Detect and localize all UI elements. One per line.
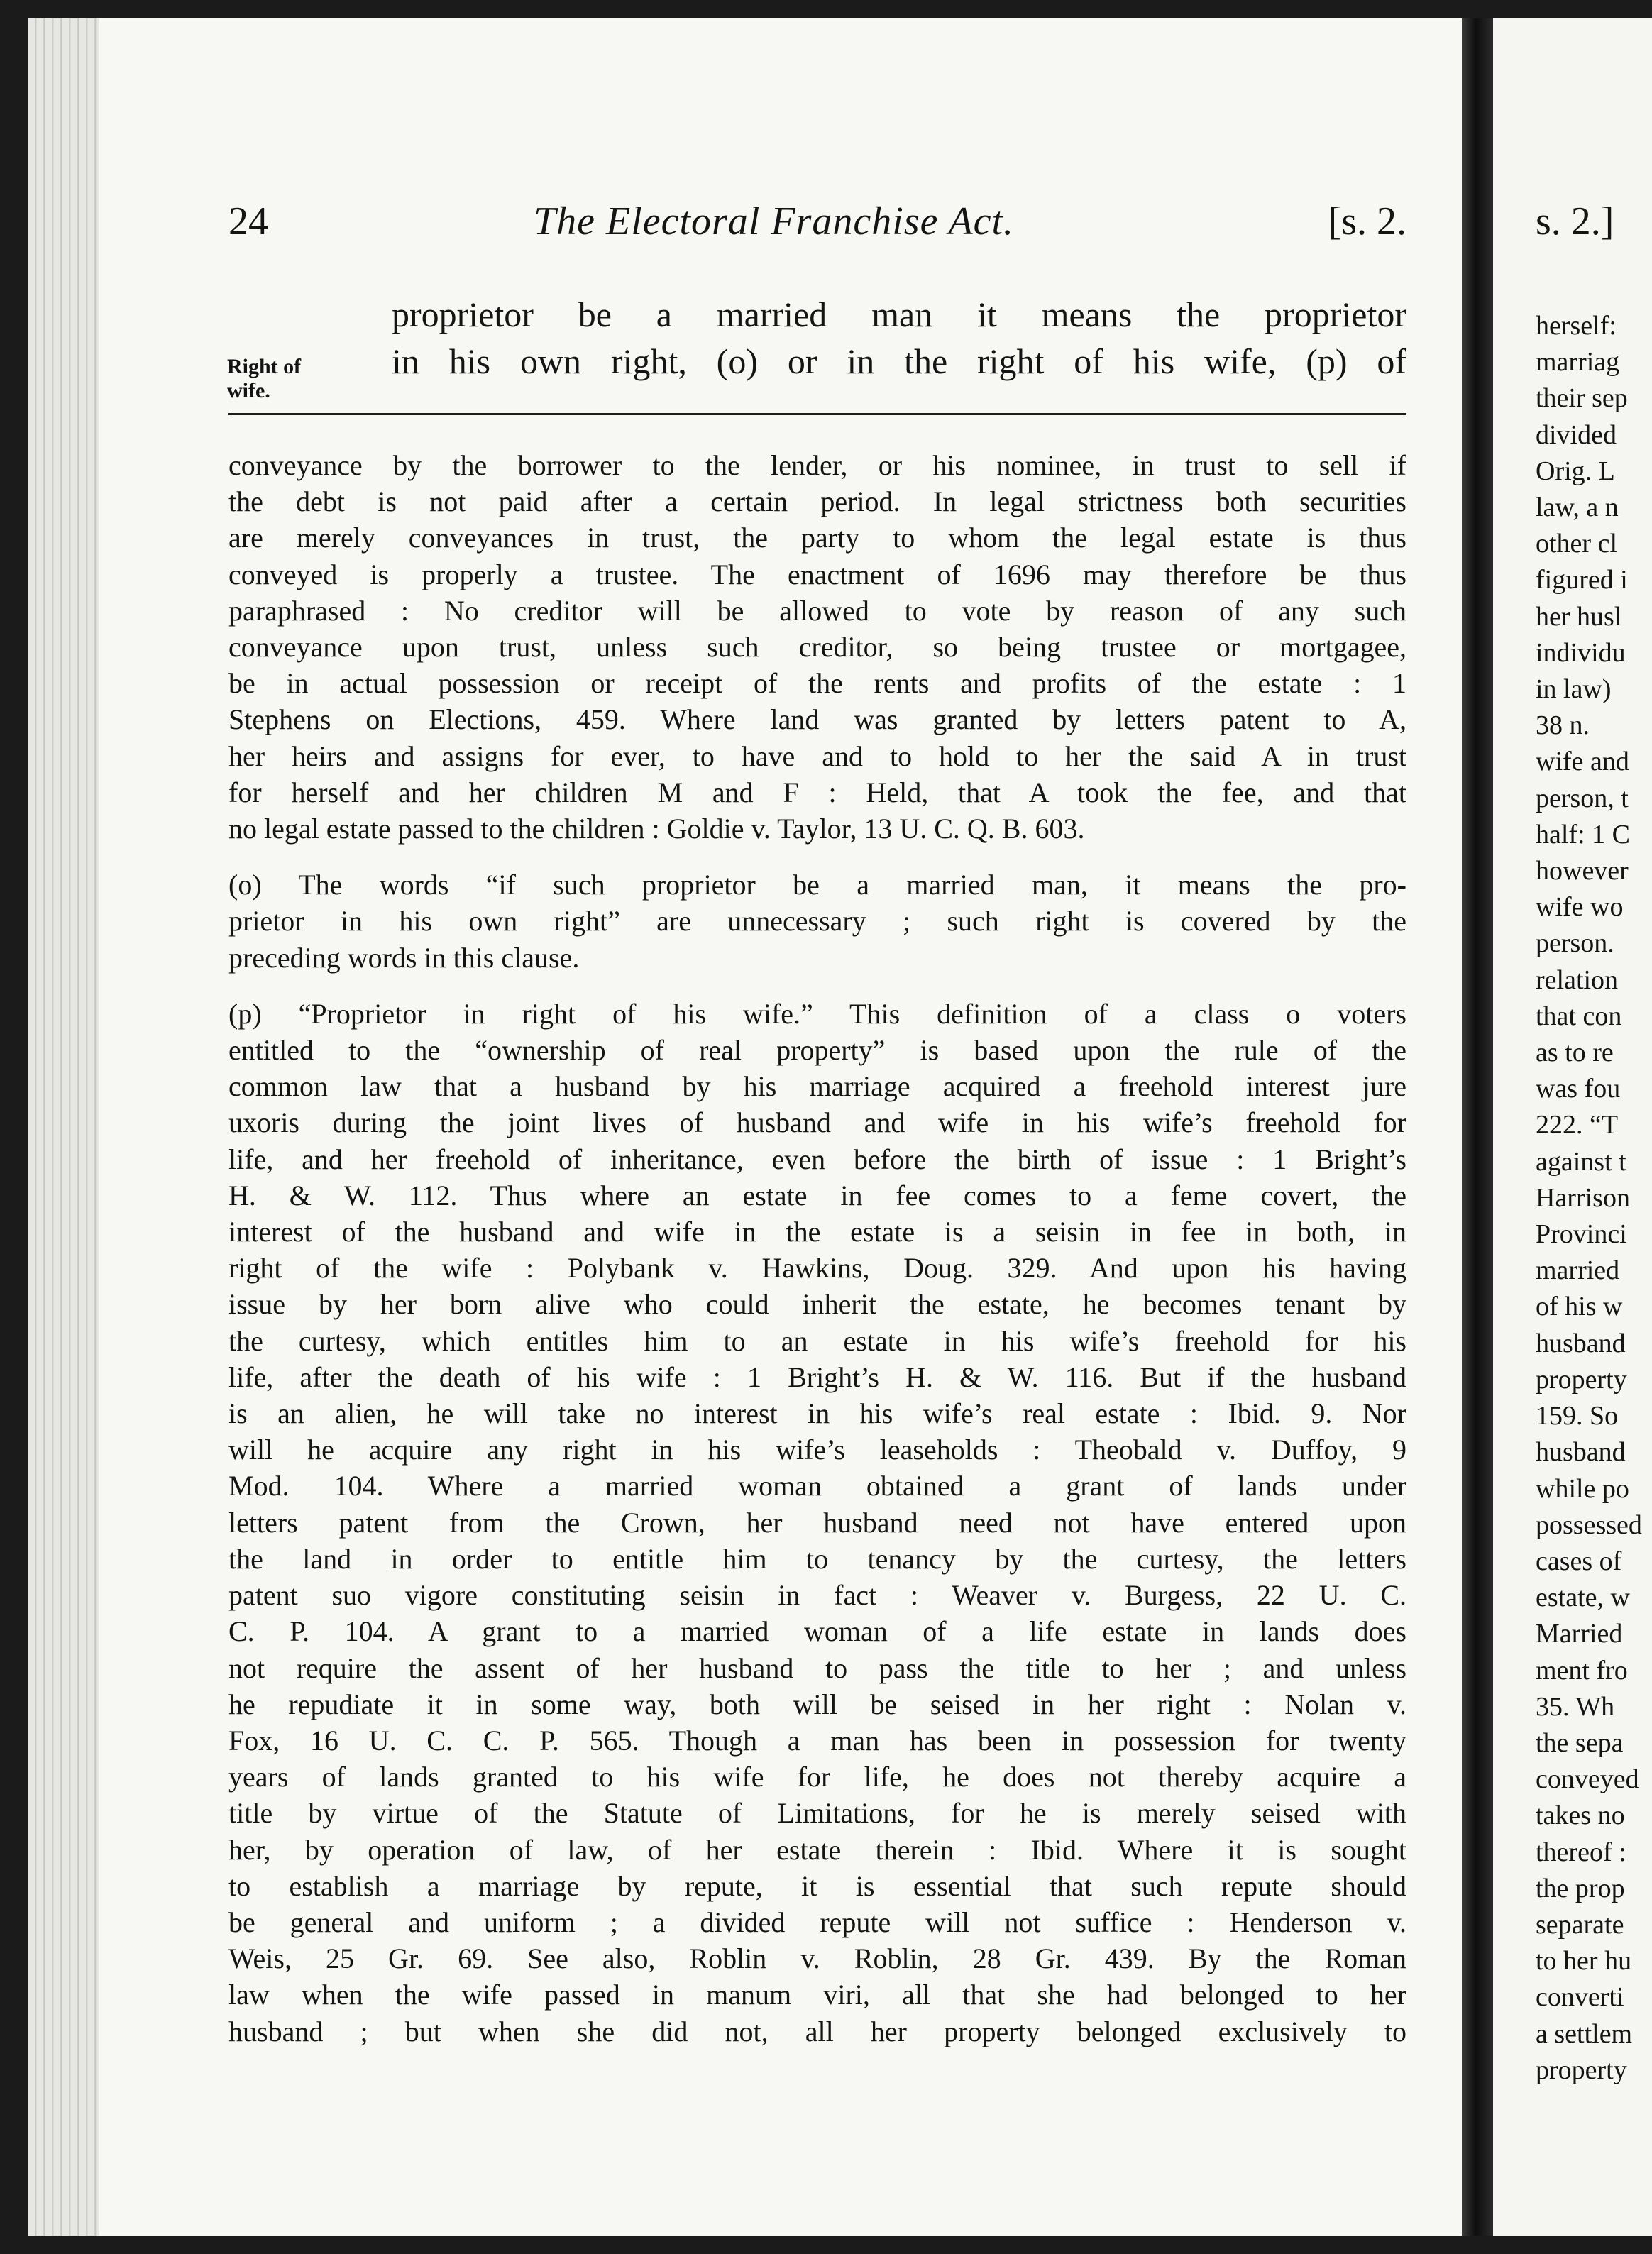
facing-line: takes no xyxy=(1536,1801,1625,1831)
footnote-rule xyxy=(228,413,1406,415)
facing-line: divided xyxy=(1536,419,1617,450)
facing-line: 35. Wh xyxy=(1536,1691,1615,1722)
facing-line: converti xyxy=(1536,1982,1624,2013)
facing-line: 159. So xyxy=(1536,1401,1619,1431)
facing-line: relation xyxy=(1536,964,1619,995)
margin-note xyxy=(227,355,301,403)
note-line: the curtesy, which entitles him to an estate in his wife’s freehold for his xyxy=(228,1324,1406,1357)
facing-line: 222. “T xyxy=(1536,1110,1619,1140)
facing-line: half: 1 C xyxy=(1536,819,1630,850)
statute-line: in his own right, (o) or in the right of his wife, (p) of xyxy=(392,341,1406,381)
scan-top-border xyxy=(0,0,1652,18)
note-line: conveyance upon trust, unless such creditor, so being trustee or mortgagee, xyxy=(228,631,1406,664)
note-line: the land in order to entitle him to tenancy by the curtesy, the letters xyxy=(228,1542,1406,1575)
note-line: life, after the death of his wife : 1 Bright’s H. & W. 116. But if the husband xyxy=(228,1360,1406,1393)
facing-line: the sepa xyxy=(1536,1727,1624,1758)
facing-line: conveyed xyxy=(1536,1764,1639,1795)
facing-line: husband xyxy=(1536,1328,1626,1358)
statute-text xyxy=(392,291,1406,385)
note-line: prietor in his own right” are unnecessary ; such right is covered by the xyxy=(228,905,1406,938)
running-title: The Electoral Franchise Act. xyxy=(534,199,1015,243)
note-line: to establish a marriage by repute, it is essential that such repute should xyxy=(228,1869,1406,1902)
facing-line: cases of xyxy=(1536,1546,1622,1576)
facing-line: law, a n xyxy=(1536,493,1619,523)
facing-line: person. xyxy=(1536,928,1614,959)
facing-line: her husl xyxy=(1536,601,1622,632)
facing-line: Provinci xyxy=(1536,1219,1627,1250)
note-line: H. & W. 112. Thus where an estate in fee comes to a feme covert, the xyxy=(228,1179,1406,1211)
note-line: issue by her born alive who could inherit the estate, he becomes tenant by xyxy=(228,1288,1406,1321)
facing-line: in law) xyxy=(1536,674,1612,705)
scan-left-border xyxy=(0,0,28,2254)
facing-line: the prop xyxy=(1536,1873,1625,1903)
facing-line: other cl xyxy=(1536,529,1618,559)
facing-line: Married xyxy=(1536,1619,1623,1649)
facing-line: separate xyxy=(1536,1909,1624,1940)
facing-line: wife and xyxy=(1536,747,1629,777)
facing-line: person, t xyxy=(1536,783,1629,813)
facing-line: as to re xyxy=(1536,1038,1614,1068)
note-line: her, by operation of law, of her estate therein : Ibid. Where it is sought xyxy=(228,1833,1406,1866)
note-line: conveyance by the borrower to the lender, or his nominee, in trust to sell if xyxy=(228,449,1406,481)
facing-line: however xyxy=(1536,856,1629,886)
note-line: are merely conveyances in trust, the party to whom the legal estate is thus xyxy=(228,522,1406,554)
facing-line: marriag xyxy=(1536,347,1620,378)
facing-line: possessed xyxy=(1536,1510,1642,1540)
note-line: life, and her freehold of inheritance, even before the birth of issue : 1 Bright’s xyxy=(228,1143,1406,1175)
note-line: no legal estate passed to the children : Goldie v. Taylor, 13 U. C. Q. B. 603. xyxy=(228,813,1085,845)
note-line: common law that a husband by his marriage acquired a freehold interest jure xyxy=(228,1070,1406,1103)
section-mark: [s. 2. xyxy=(1328,199,1406,243)
facing-line: their sep xyxy=(1536,383,1628,414)
facing-line: ment fro xyxy=(1536,1655,1628,1686)
margin-note-line: wife. xyxy=(227,379,270,402)
note-line: C. P. 104. A grant to a married woman of a life estate in lands does xyxy=(228,1615,1406,1648)
note-line: be general and uniform ; a divided repute will not suffice : Henderson v. xyxy=(228,1906,1406,1938)
note-line: right of the wife : Polybank v. Hawkins, Doug. 329. And upon his having xyxy=(228,1252,1406,1285)
note-o xyxy=(228,867,1406,976)
note-line: title by virtue of the Statute of Limitations, for he is merely seised with xyxy=(228,1797,1406,1830)
note-line: (o) The words “if such proprietor be a married man, it means the pro- xyxy=(228,869,1406,901)
facing-line: property xyxy=(1536,2055,1627,2085)
facing-line: against t xyxy=(1536,1146,1626,1177)
scan-bottom-border xyxy=(0,2236,1652,2254)
facing-line: of his w xyxy=(1536,1292,1623,1322)
note-line: uxoris during the joint lives of husband and wife in his wife’s freehold for xyxy=(228,1106,1406,1139)
note-line: her heirs and assigns for ever, to have and to hold to her the said A in trust xyxy=(228,740,1406,772)
facing-page-fragment xyxy=(1493,18,1652,2236)
facing-line: herself: xyxy=(1536,311,1617,341)
note-line: interest of the husband and wife in the estate is a seisin in fee in both, in xyxy=(228,1216,1406,1248)
statute-line: proprietor be a married man it means the proprietor xyxy=(392,295,1406,334)
note-line: Mod. 104. Where a married woman obtained a grant of lands under xyxy=(228,1470,1406,1502)
note-line: Weis, 25 Gr. 69. See also, Roblin v. Roblin, 28 Gr. 439. By the Roman xyxy=(228,1942,1406,1975)
note-line: will he acquire any right in his wife’s leaseholds : Theobald v. Duffoy, 9 xyxy=(228,1434,1406,1466)
note-line: for herself and her children M and F : Held, that A took the fee, and that xyxy=(228,776,1406,808)
facing-line: husband xyxy=(1536,1437,1626,1468)
facing-line: was fou xyxy=(1536,1074,1621,1104)
stacked-page-edges xyxy=(28,18,99,2236)
facing-line: married xyxy=(1536,1255,1620,1286)
page-number: 24 xyxy=(228,199,268,243)
facing-line: to her hu xyxy=(1536,1946,1632,1977)
note-line: (p) “Proprietor in right of his wife.” This definition of a class o voters xyxy=(228,997,1406,1030)
note-line: not require the assent of her husband to pass the title to her ; and unless xyxy=(228,1651,1406,1684)
note-line: conveyed is properly a trustee. The enactment of 1696 may therefore be thus xyxy=(228,558,1406,590)
facing-page-lines xyxy=(1536,308,1642,2089)
margin-note-line: Right of xyxy=(227,355,302,378)
facing-line: while po xyxy=(1536,1473,1629,1504)
note-line: husband ; but when she did not, all her property belonged exclusively to xyxy=(228,2015,1406,2047)
facing-line: that con xyxy=(1536,1001,1622,1031)
facing-line: Harrison xyxy=(1536,1182,1630,1213)
page-header xyxy=(228,199,1406,263)
facing-page-section-mark: s. 2.] xyxy=(1536,199,1614,243)
note-line: paraphrased : No creditor will be allowed to vote by reason of any such xyxy=(228,594,1406,627)
facing-line: thereof : xyxy=(1536,1837,1626,1867)
note-line: patent suo vigore constituting seisin in fact : Weaver v. Burgess, 22 U. C. xyxy=(228,1579,1406,1612)
note-line: years of lands granted to his wife for life, he does not thereby acquire a xyxy=(228,1761,1406,1793)
note-line: is an alien, he will take no interest in his wife’s real estate : Ibid. 9. Nor xyxy=(228,1397,1406,1430)
note-line: Stephens on Elections, 459. Where land was granted by letters patent to A, xyxy=(228,703,1406,736)
note-line: be in actual possession or receipt of the rents and profits of the estate : 1 xyxy=(228,667,1406,700)
facing-line: a settlem xyxy=(1536,2018,1633,2049)
note-line: letters patent from the Crown, her husband need not have entered upon xyxy=(228,1506,1406,1539)
facing-line: individu xyxy=(1536,637,1626,668)
facing-line: estate, w xyxy=(1536,1583,1630,1613)
note-continuation xyxy=(228,447,1406,847)
note-line: preceding words in this clause. xyxy=(228,941,580,974)
note-line: law when the wife passed in manum viri, all that she had belonged to her xyxy=(228,1979,1406,2011)
note-line: entitled to the “ownership of real property” is based upon the rule of the xyxy=(228,1034,1406,1067)
note-line: Fox, 16 U. C. C. P. 565. Though a man has been in possession for twenty xyxy=(228,1724,1406,1757)
book-gutter xyxy=(1462,18,1493,2236)
facing-line: property xyxy=(1536,1364,1627,1395)
facing-line: figured i xyxy=(1536,565,1628,595)
note-p xyxy=(228,996,1406,2050)
facing-line: Orig. L xyxy=(1536,456,1615,486)
footnotes xyxy=(228,447,1406,2069)
note-line: the debt is not paid after a certain period. In legal strictness both securities xyxy=(228,485,1406,518)
facing-line: 38 n. xyxy=(1536,710,1590,741)
note-line: he repudiate it in some way, both will be seised in her right : Nolan v. xyxy=(228,1688,1406,1720)
facing-line: wife wo xyxy=(1536,892,1624,923)
